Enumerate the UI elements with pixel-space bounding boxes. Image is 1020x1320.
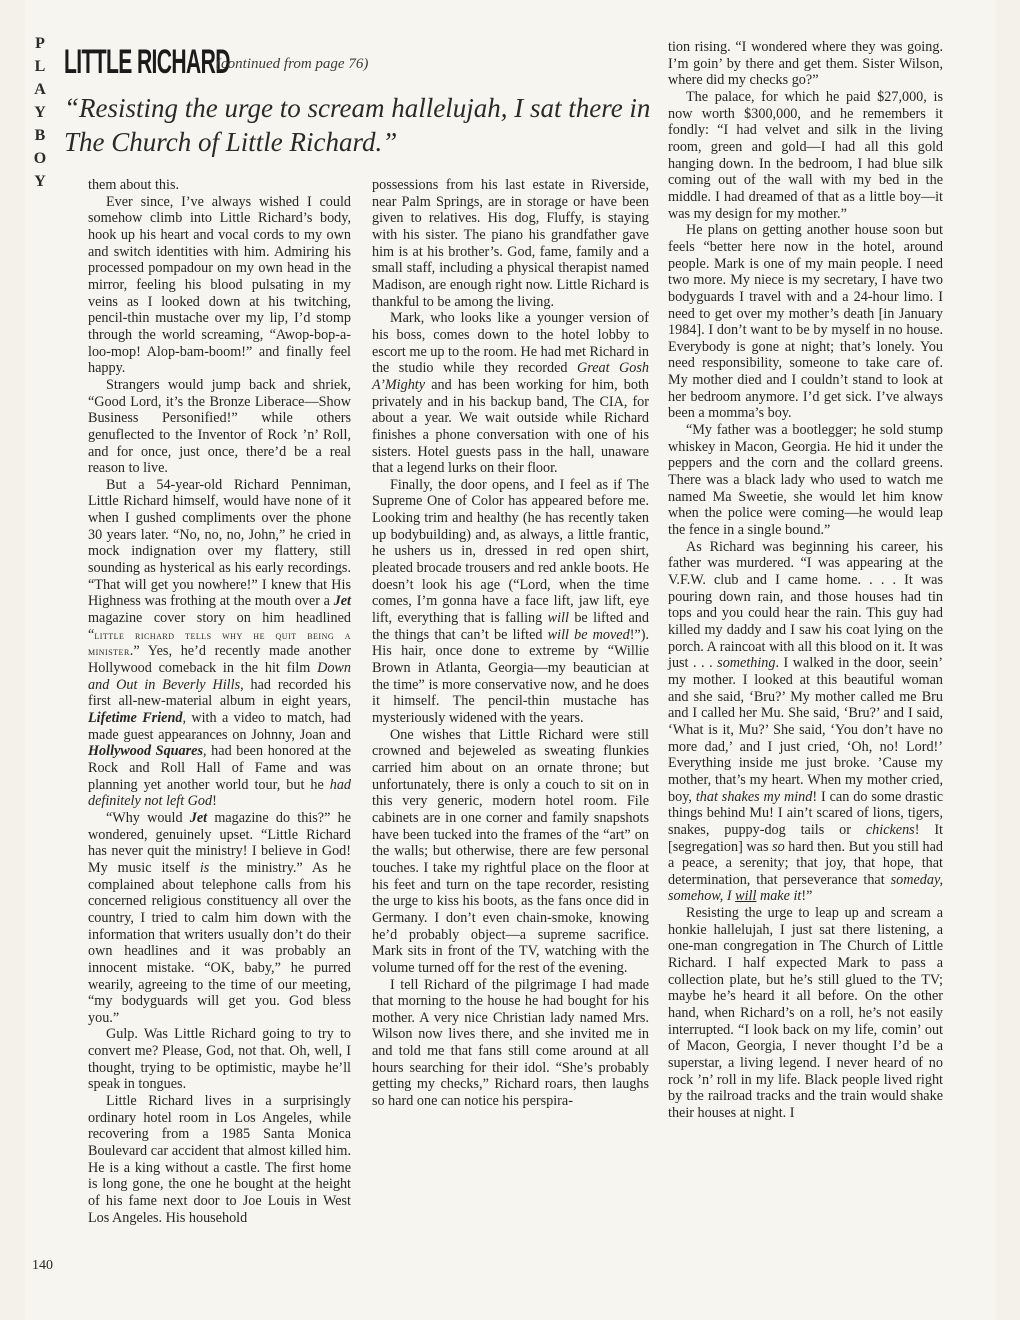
pull-quote: “Resisting the urge to scream hallelujah, I sat there in The Church of Little Richard.” (64, 93, 651, 157)
paragraph: The palace, for which he paid $27,000, is now worth $300,000, and he remembers it fondly: “I had velvet and silk in the living room, green and gold—I had all this gold hanging down. In the bedroom, I had blue silk coming out of the wall with my bed in the middle. I had dreamed of that as a little boy—it was my design for my mother.” (668, 88, 943, 222)
paragraph: I tell Richard of the pilgrimage I had made that morning to the house he had bought for his mother. A very nice Christian lady named Mrs. Wilson now lives there, and she invited me in and told me that fans still come around at all hours searching for their idol. “She’s probably getting my checks,” Richard roars, then laughs so hard one can notice his perspira- (372, 976, 649, 1110)
paragraph: As Richard was beginning his career, his father was murdered. “I was appearing at the V.F.W. club and I came home. . . . It was pouring down rain, and those houses had tin tops and you could hear the rain. This guy had killed my daddy and I saw his coat lying on the porch. A raincoat with all this blood on it. It was just . . . something. I walked in the door, seein’ my mother. I looked at this beautiful woman and she said, ‘Bru?’ My mother called me Bru and I called her Mu. She said, ‘Bru?’ and I said, ‘What is it, Mu?’ She said, ‘You don’t have no more dad,’ and I just cried, ‘Oh, no! Lord!’ Everything inside me just broke. ’Cause my mother, that’s my heart. When my mother cried, boy, that shakes my mind! I can do some drastic things behind Mu! I ain’t scared of lions, tigers, snakes, puppy-dog tails or chickens! It [segregation] was so hard then. But you still had a peace, a serenity; that joy, that hope, that determination, that perseverance that someday, somehow, I will make it!” (668, 538, 944, 905)
paragraph: Ever since, I’ve always wished I could somehow climb into Little Richard’s body, hook up his heart and vocal cords to my own and switch identities with him. Admiring his processed pompadour on my own head in the mirror, feeling his blood pulsating in my veins as I looked down at his twitching, pencil-thin mustache over my lip, I’d stomp through the world screaming, “Awop-bop-a-loo-mop! Alop-bam-boom!” and finally feel happy. (88, 193, 351, 377)
paragraph: tion rising. “I wondered where they was going. I’m goin’ by there and get them. Sister Wilson, where did my checks go?” (668, 39, 943, 89)
paragraph: them about this. (88, 177, 180, 193)
page-number: 140 (32, 1258, 53, 1273)
continued-note: (continued from page 76) (216, 56, 369, 72)
article-title: LITTLE RICHARD (64, 43, 230, 81)
paragraph: He plans on getting another house soon but feels “better here now in the hotel, around people. Mark is one of my main people. I need two more. My niece is my secretary, I have two bodyguards I travel with and a 24-hour limo. I need to get over my mother’s death [in January 1984]. I don’t want to be by myself in no house. Everybody is gone at night; that’s lonely. You need responsibility, someone to take care of. My mother died and I couldn’t stand to look at her bedroom anymore. I’d get sick. I’ve always been a momma’s boy. (668, 222, 943, 422)
paragraph: Resisting the urge to leap up and scream a honkie hallelujah, I just sat there listening, a one-man congregation in The Church of Little Richard. I half expected Mark to pass a collection plate, but he’s still glued to the TV; maybe he’s heard it all before. On the other hand, when Richard’s on a roll, he’s not easily interrupted. “I look back on my life, comin’ out of Macon, Georgia, I never thought I’d be a superstar, a living legend. I never heard of no rock ’n’ roll in my life. Black people lived right by the railroad tracks and the train would shake their houses at night. I (668, 905, 943, 1121)
text-column-1 (88, 177, 351, 1226)
magazine-vertical-label: P L A Y B O Y (33, 35, 47, 190)
text-column-2 (372, 177, 649, 1110)
text-column-3 (668, 39, 943, 1122)
paragraph: “My father was a bootlegger; he sold stump whiskey in Macon, Georgia. He hid it under the peppers and the corn and the collard greens. There was a black lady who used to watch me named Ma Sweetie, she would let him know when the police were coming—he would leap the fence in a single bound.” (668, 422, 943, 539)
paragraph: Little Richard lives in a surprisingly ordinary hotel room in Los Angeles, while recovering from a 1985 Santa Monica Boulevard car accident that almost killed him. He is a king without a castle. The first home is long gone, the one he bought at the height of his fame next door to Joe Louis in West Los Angeles. His household (88, 1093, 351, 1226)
paragraph: possessions from his last estate in Riverside, near Palm Springs, are in storage or have been given to relatives. His dog, Fluffy, is staying with his sister. The piano his grandfather gave him is at his brother’s. God, fame, family and a small staff, including a physical therapist named Madison, are enough right now. Little Richard is thankful to be among the living. (372, 177, 649, 310)
paragraph: Finally, the door opens, and I feel as if The Supreme One of Color has appeared before me. Looking trim and healthy (he has recently taken up bodybuilding) and, as always, a little frantic, he ushers us in, dressed in red open shirt, pleated brocade trousers and red ankle boots. He doesn’t look his age (“Lord, when the time comes, I’m gonna have a face lift, jaw lift, eye lift, everything that is falling will be lifted and the things that can’t be lifted will be moved!”). His hair, once done to extreme by “Willie Brown in Atlanta, Georgia—my beautician at the time” is more conservative now, and he does it himself. The pencil-thin mustache has mysteriously widened with the years. (372, 476, 649, 726)
paragraph: Mark, who looks like a younger version of his boss, comes down to the hotel lobby to escort me up to the room. He had met Richard in the studio while they recorded Great Gosh A’Mighty and has been working for him, both privately and in his backup band, The CIA, for about a year. We wait outside while Richard finishes a phone conversation with one of his sisters. Hotel guests pass in the hall, unaware that a legend lurks on their floor. (372, 310, 649, 477)
paragraph: But a 54-year-old Richard Penniman, Little Richard himself, would have none of it when I gushed compliments over the phone 30 years later. “No, no, no, John,” he cried in mock indignation over my flattery, still sounding as hysterical as his early recordings. “That will get you nowhere!” I knew that His Highness was frothing at the mouth over a Jet magazine cover story on him headlined “little richard tells why he quit being a minister.” Yes, he’d recently made another Hollywood comeback in the hit film Down and Out in Beverly Hills, had recorded his first all-new-material album in eight years, Lifetime Friend, with a video to match, had made guest appearances on Johnny, Joan and Hollywood Squares, had been honored at the Rock and Roll Hall of Fame and was planning yet another world tour, but he had definitely not left God! (88, 476, 351, 810)
paragraph: Gulp. Was Little Richard going to try to convert me? Please, God, not that. Oh, well, I thought, trying to be optimistic, maybe he’ll speak in tongues. (88, 1026, 351, 1093)
paragraph: “Why would Jet magazine do this?” he wondered, genuinely upset. “Little Richard has never quit the ministry! I believe in God! My music itself is the ministry.” As he complained about telephone calls from his concerned religious constituency all over the country, I tried to calm him down with the information that writers usually don’t do their own headlines and it was probably an innocent mistake. “OK, baby,” he purred wearily, agreeing to the time of our meeting, “my bodyguards will get you. God bless you.” (88, 809, 351, 1026)
paragraph: One wishes that Little Richard were still crowned and bejeweled as sweating flunkies carried him about on an ornate throne; but unfortunately, there is only a couch to sit on in this very generic, modern hotel room. File cabinets are in one corner and family snapshots have been tucked into the frames of the “art” on the walls; but otherwise, there are few personal touches. I take my rightful place on the floor at his feet and turn on the tape recorder, resisting the urge to kiss his boots, as the fans once did in Germany. I don’t even chain-smoke, knowing he’d probably object—a supreme sacrifice. Mark sits in front of the TV, watching with the volume turned off for the rest of the evening. (372, 726, 649, 976)
paragraph: Strangers would jump back and shriek, “Good Lord, it’s the Bronze Liberace—Show Business Personified!” while others genuflected to the Inventor of Rock ’n’ Roll, and for once, just once, there’d be a real reason to live. (88, 376, 351, 477)
